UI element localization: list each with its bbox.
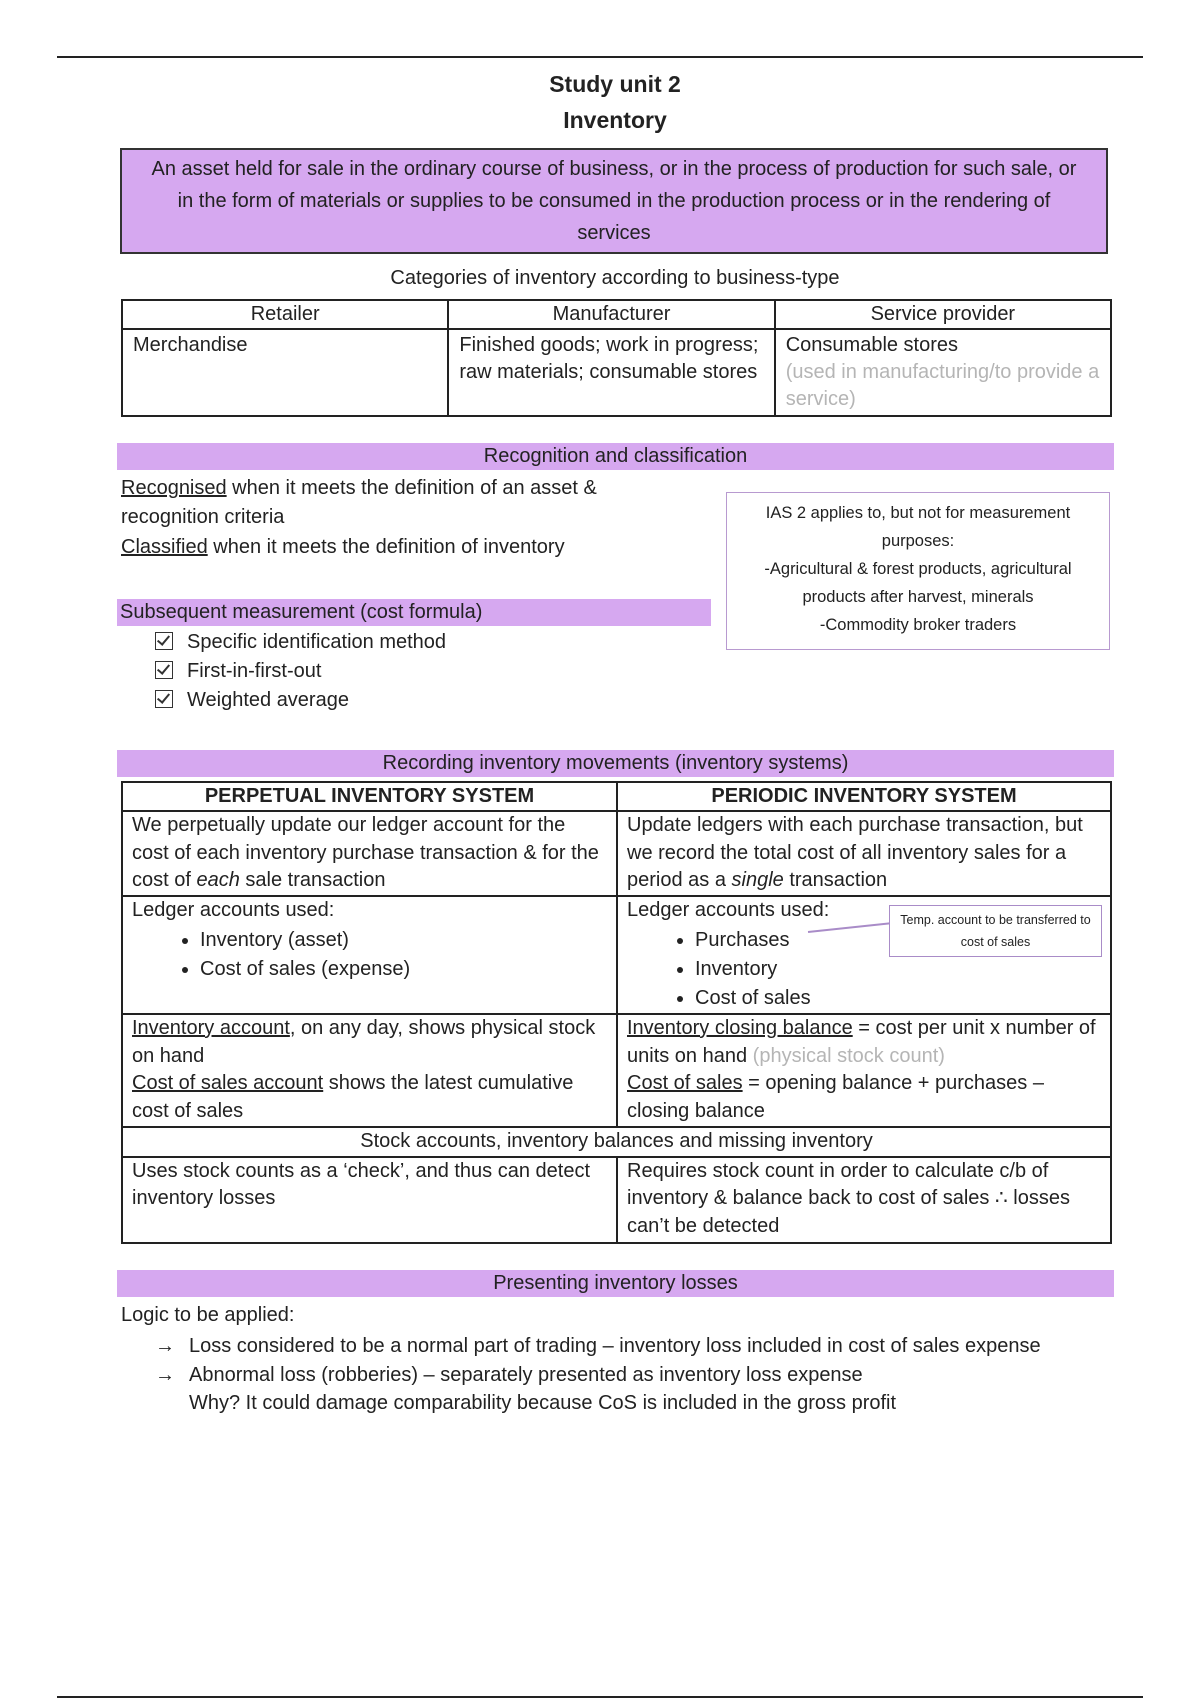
list-item: • Cost of sales (expense) <box>200 955 607 984</box>
perpetual-balances: Inventory account, on any day, shows physical stock on hand Cost of sales account shows the latest cumulative cost of sales <box>122 1014 617 1127</box>
service-provider-cell <box>775 329 1111 416</box>
list-item: → Abnormal loss (robberies) – separately presented as inventory loss expense Why? It could damage comparability because CoS is included in the gross profit <box>155 1361 1055 1418</box>
why-text: Why? It could damage comparability because CoS is included in the gross profit <box>189 1392 897 1414</box>
ias2-line-1: IAS 2 applies to, but not for measurement purposes: <box>765 504 1071 550</box>
categories-caption: Categories of inventory according to business-type <box>390 267 840 289</box>
list-item: • Inventory <box>695 955 1101 984</box>
bottom-rule <box>57 1696 1143 1698</box>
periodic-balances: Inventory closing balance = cost per unit x number of units on hand (physical stock count) Cost of sales = opening balance + purchases – closing balance <box>617 1014 1111 1127</box>
perpetual-header: PERPETUAL INVENTORY SYSTEM <box>122 782 617 811</box>
stock-row <box>122 1157 1111 1243</box>
arrow-right-icon: → <box>155 1335 175 1357</box>
classified-text <box>121 533 681 562</box>
top-rule <box>57 56 1143 58</box>
systems-description-row <box>122 811 1111 896</box>
list-item: • Purchases <box>695 926 1101 955</box>
recognised-term: Recognised <box>121 477 227 499</box>
classified-rest: when it meets the definition of inventory <box>207 536 565 558</box>
ledger-label: Ledger accounts used: <box>132 898 335 921</box>
periodic-stock: Requires stock count in order to calculate c/b of inventory & balance back to cost of sales ∴ losses can’t be detected <box>617 1157 1111 1243</box>
list-item: • Cost of sales <box>695 984 1101 1013</box>
definition-box: An asset held for sale in the ordinary course of business, or in the process of production for such sale, or in the form of materials or supplies to be consumed in the production process or in the rendering of services <box>120 148 1108 254</box>
systems-header-row <box>122 782 1111 811</box>
manufacturer-cell: Finished goods; work in progress; raw materials; consumable stores <box>448 329 774 416</box>
systems-balances-row <box>122 1014 1111 1127</box>
page-title: Study unit 2 <box>549 71 681 97</box>
recognition-heading: Recognition and classification <box>117 443 1114 470</box>
categories-header-row <box>122 300 1111 329</box>
losses-list <box>155 1332 1055 1418</box>
recognised-rest: when it meets the definition of an asset & recognition criteria <box>121 477 597 528</box>
temp-account-note: Temp. account to be transferred to cost of sales <box>889 905 1102 957</box>
list-item: Weighted average <box>155 686 446 715</box>
cost-formula-list <box>155 628 446 715</box>
list-item: Specific identification method <box>155 628 446 657</box>
losses-heading: Presenting inventory losses <box>117 1270 1114 1297</box>
ias2-scope-box <box>726 492 1110 650</box>
categories-body-row <box>122 329 1111 416</box>
ias2-line-2: -Agricultural & forest products, agricultural products after harvest, minerals <box>764 560 1072 606</box>
perpetual-ledgers <box>122 896 617 1015</box>
list-item: → Loss considered to be a normal part of trading – inventory loss included in cost of sales expense <box>155 1332 1055 1361</box>
header-service-provider: Service provider <box>775 300 1111 329</box>
ledger-label: Ledger accounts used: <box>627 898 830 921</box>
periodic-description: Update ledgers with each purchase transaction, but we record the total cost of all inventory sales for a period as a single transaction <box>617 811 1111 896</box>
checked-box-icon <box>155 661 173 679</box>
stock-heading-row <box>122 1127 1111 1157</box>
inventory-systems-table <box>121 781 1112 1244</box>
retailer-cell: Merchandise <box>122 329 448 416</box>
systems-heading: Recording inventory movements (inventory systems) <box>117 750 1114 777</box>
header-retailer: Retailer <box>122 300 448 329</box>
list-item: • Inventory (asset) <box>200 926 607 955</box>
perpetual-stock: Uses stock counts as a ‘check’, and thus can detect inventory losses <box>122 1157 617 1243</box>
stock-heading: Stock accounts, inventory balances and missing inventory <box>122 1127 1111 1157</box>
list-item: First-in-first-out <box>155 657 446 686</box>
service-note-text: (used in manufacturing/to provide a service) <box>785 361 1100 410</box>
ias2-line-3: -Commodity broker traders <box>819 616 1017 634</box>
checked-box-icon <box>155 632 173 650</box>
service-main-text: Consumable stores <box>785 334 959 356</box>
checked-box-icon <box>155 690 173 708</box>
periodic-header: PERIODIC INVENTORY SYSTEM <box>617 782 1111 811</box>
categories-table <box>121 299 1112 417</box>
measurement-heading: Subsequent measurement (cost formula) <box>117 599 711 626</box>
page-subtitle: Inventory <box>563 107 667 133</box>
losses-intro: Logic to be applied: <box>121 1304 295 1326</box>
recognised-text <box>121 474 681 532</box>
classified-term: Classified <box>121 536 208 558</box>
header-manufacturer: Manufacturer <box>448 300 774 329</box>
arrow-right-icon: → <box>155 1363 175 1386</box>
perpetual-description: We perpetually update our ledger account for the cost of each inventory purchase transaction & for the cost of each sale transaction <box>122 811 617 896</box>
